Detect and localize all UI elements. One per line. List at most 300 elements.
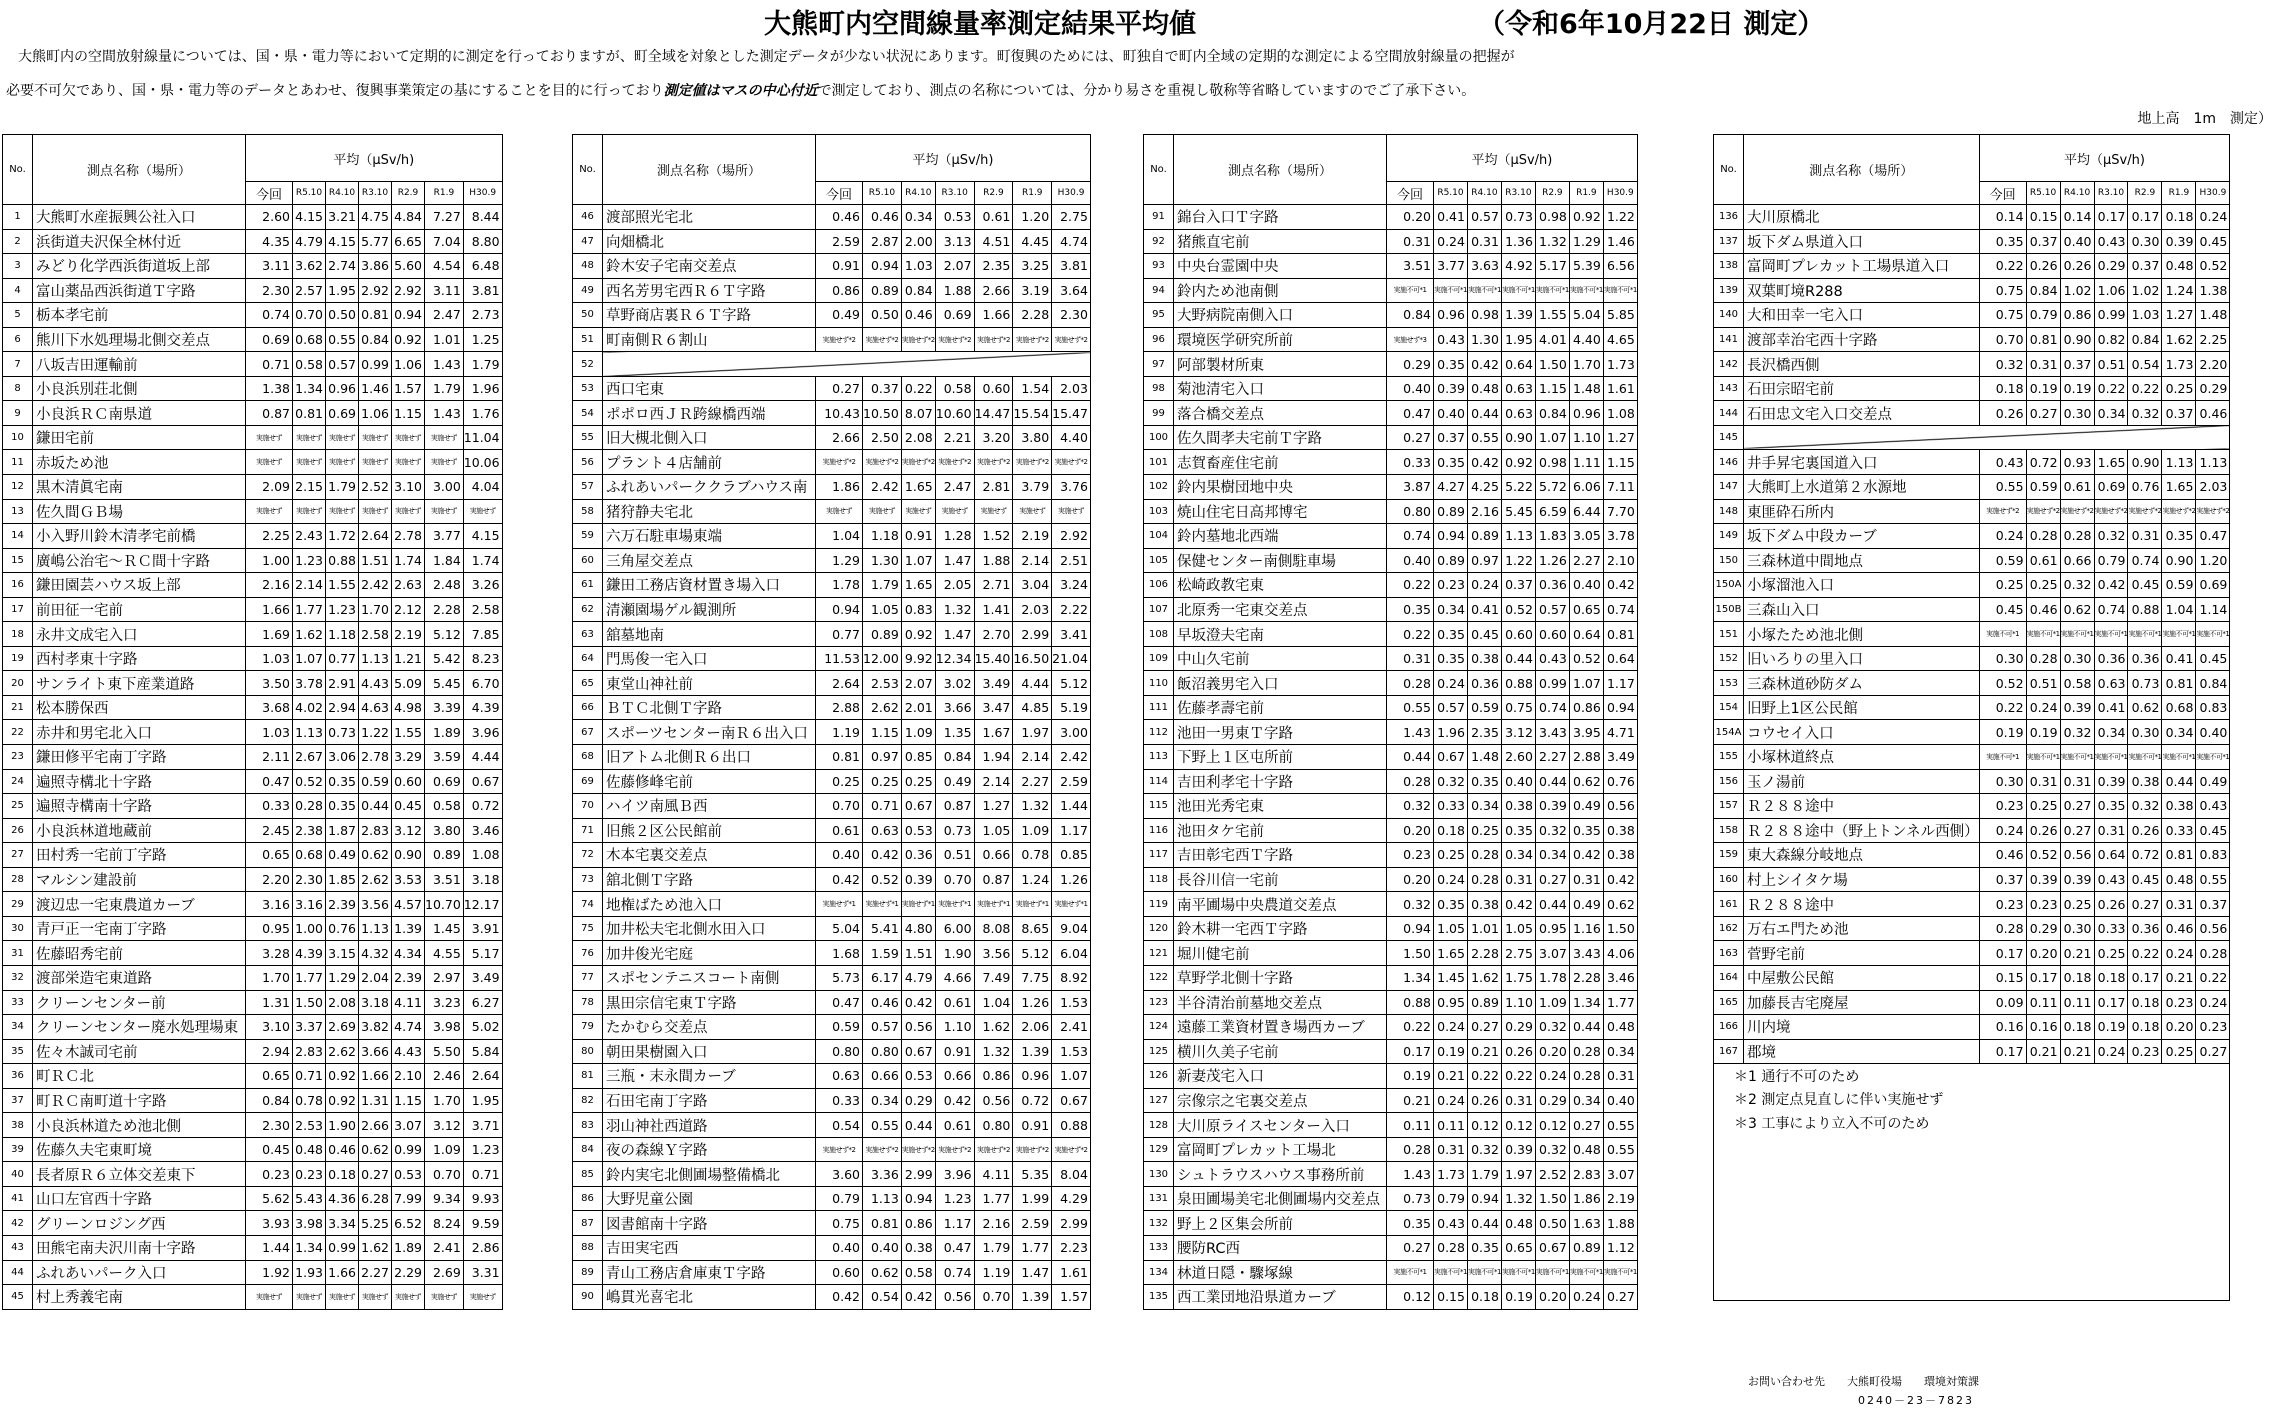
value-R2.9: 0.99: [1535, 671, 1569, 696]
value-H30.9: 0.56: [2196, 916, 2230, 941]
point-number: 138: [1714, 254, 1744, 279]
value-H30.9: 実施不可*1: [1603, 1260, 1637, 1285]
point-number: 56: [573, 450, 603, 475]
value-R1.9: 1.43: [425, 401, 464, 426]
point-number: 139: [1714, 278, 1744, 303]
value-R4.10: 1.48: [1467, 745, 1501, 770]
value-R1.9: 0.64: [1569, 622, 1603, 647]
value-current: 0.14: [1979, 205, 2026, 230]
value-R4.10: 0.27: [2060, 818, 2094, 843]
value-current: 0.29: [1387, 352, 1434, 377]
value-R1.9: 2.28: [425, 597, 464, 622]
value-R4.10: 0.11: [2060, 990, 2094, 1015]
value-R2.9: 2.81: [974, 475, 1013, 500]
point-number: 7: [3, 352, 33, 377]
value-current: 実施せず*2: [1979, 499, 2026, 524]
value-R3.10: 12.34: [935, 646, 974, 671]
point-name: 町南側Ｒ６割山: [603, 327, 816, 352]
table-row: [573, 1113, 1091, 1138]
point-number: 30: [3, 916, 33, 941]
point-name: 錦台入口Ｔ字路: [1174, 205, 1387, 230]
value-H30.9: 1.17: [1603, 671, 1637, 696]
height-note: 地上高 1m 測定）: [2137, 111, 2272, 127]
table-row: [573, 1162, 1091, 1187]
point-number: 165: [1714, 990, 1744, 1015]
value-R3.10: 10.60: [935, 401, 974, 426]
value-H30.9: 4.65: [1603, 327, 1637, 352]
value-R2.9: 0.87: [974, 867, 1013, 892]
value-R1.9: 1.77: [1013, 1235, 1052, 1260]
value-R5.10: 0.11: [2026, 990, 2060, 1015]
point-number: 125: [1144, 1039, 1174, 1064]
value-R3.10: 0.34: [2094, 401, 2128, 426]
point-name: 菅野宅前: [1744, 941, 1980, 966]
value-R5.10: 0.25: [2026, 573, 2060, 598]
table-row: [573, 695, 1091, 720]
value-R4.10: 実施不可*1: [2060, 745, 2094, 770]
table-row: [3, 573, 503, 598]
measurement-date: （令和6年10月22日 測定）: [1478, 9, 1825, 40]
table-row: [573, 794, 1091, 819]
table-row: [1714, 597, 2230, 622]
value-R5.10: 実施せず: [293, 1285, 326, 1310]
value-R3.10: 2.62: [359, 867, 392, 892]
value-R2.9: 2.78: [392, 524, 425, 549]
point-number: 151: [1714, 622, 1744, 647]
value-R3.10: 実施不可*1: [2094, 745, 2128, 770]
point-number: 40: [3, 1162, 33, 1187]
point-number: 153: [1714, 671, 1744, 696]
value-R1.9: 0.44: [1569, 1015, 1603, 1040]
point-number: 166: [1714, 1015, 1744, 1040]
value-R4.10: 実施せず: [901, 499, 935, 524]
table-row: [573, 425, 1091, 450]
value-current: 1.44: [246, 1235, 293, 1260]
value-R5.10: 0.46: [863, 990, 902, 1015]
value-R3.10: 1.05: [1501, 916, 1535, 941]
value-R1.9: 3.79: [1013, 475, 1052, 500]
value-R1.9: 1.24: [2162, 278, 2196, 303]
value-R4.10: 0.44: [901, 1113, 935, 1138]
value-current: 0.35: [1979, 229, 2026, 254]
value-R2.9: 2.29: [392, 1260, 425, 1285]
value-R2.9: 4.84: [392, 205, 425, 230]
value-R2.9: 0.80: [974, 1113, 1013, 1138]
point-name: シュトラウスハウス事務所前: [1174, 1162, 1387, 1187]
value-R1.9: 2.27: [1013, 769, 1052, 794]
table-row: [3, 475, 503, 500]
value-H30.9: 4.15: [463, 524, 502, 549]
value-R2.9: 0.98: [1535, 205, 1569, 230]
point-number: 126: [1144, 1064, 1174, 1089]
value-R2.9: 2.63: [392, 573, 425, 598]
value-R1.9: 0.81: [2162, 843, 2196, 868]
value-current: 0.22: [1387, 622, 1434, 647]
value-R5.10: 1.15: [863, 720, 902, 745]
value-R5.10: 0.11: [1434, 1113, 1468, 1138]
value-R4.10: 0.37: [2060, 352, 2094, 377]
value-R4.10: 1.79: [326, 475, 359, 500]
value-R4.10: 0.18: [1467, 1285, 1501, 1310]
point-number: 150A: [1714, 573, 1744, 598]
value-R4.10: 0.30: [2060, 646, 2094, 671]
point-number: 39: [3, 1137, 33, 1162]
point-number: 102: [1144, 475, 1174, 500]
point-number: 75: [573, 916, 603, 941]
value-current: 2.45: [246, 818, 293, 843]
point-number: 97: [1144, 352, 1174, 377]
point-number: 120: [1144, 916, 1174, 941]
point-name: 坂下ダム中段カーブ: [1744, 524, 1980, 549]
value-current: 1.29: [816, 548, 863, 573]
value-R2.9: 0.67: [1535, 1235, 1569, 1260]
value-R5.10: 12.00: [863, 646, 902, 671]
value-H30.9: 実施せず*2: [1052, 1137, 1091, 1162]
value-R1.9: 2.06: [1013, 1015, 1052, 1040]
value-R4.10: 0.96: [326, 376, 359, 401]
value-R5.10: 2.15: [293, 475, 326, 500]
value-H30.9: 0.76: [1603, 769, 1637, 794]
value-R3.10: 3.96: [935, 1162, 974, 1187]
point-number: 3: [3, 254, 33, 279]
value-R4.10: 0.76: [326, 916, 359, 941]
value-R4.10: 0.55: [1467, 425, 1501, 450]
value-R3.10: 2.92: [359, 278, 392, 303]
value-R5.10: 0.28: [2026, 524, 2060, 549]
value-R4.10: 0.92: [326, 1088, 359, 1113]
point-number: 144: [1714, 401, 1744, 426]
value-R1.9: 0.59: [2162, 573, 2196, 598]
value-R5.10: 0.96: [1434, 303, 1468, 328]
table-row: [1714, 548, 2230, 573]
value-R5.10: 0.61: [2026, 548, 2060, 573]
value-R1.9: 3.19: [1013, 278, 1052, 303]
point-number: 145: [1714, 425, 1744, 450]
value-R3.10: 0.31: [1501, 867, 1535, 892]
point-name: 旧野上1区公民館: [1744, 695, 1980, 720]
table-row: [573, 524, 1091, 549]
value-R1.9: 0.70: [425, 1162, 464, 1187]
table-row: [573, 254, 1091, 279]
table-row: [1144, 965, 1638, 990]
value-R1.9: 3.00: [425, 475, 464, 500]
value-current: 0.65: [246, 1064, 293, 1089]
value-R4.10: 0.86: [901, 1211, 935, 1236]
value-R1.9: 0.65: [1569, 597, 1603, 622]
table-row: [1714, 745, 2230, 770]
value-R2.9: 1.09: [1535, 990, 1569, 1015]
value-R5.10: 0.35: [1434, 450, 1468, 475]
value-R4.10: 0.85: [901, 745, 935, 770]
value-R1.9: 実施せず: [425, 450, 464, 475]
value-R1.9: 実施せず: [1013, 499, 1052, 524]
value-R5.10: 0.37: [2026, 229, 2060, 254]
point-name: ポポロ西ＪＲ跨線橋西端: [603, 401, 816, 426]
value-R4.10: 0.18: [2060, 1015, 2094, 1040]
value-R5.10: 0.27: [2026, 401, 2060, 426]
value-H30.9: 実施不可*1: [2196, 745, 2230, 770]
point-number: 52: [573, 352, 603, 377]
value-R1.9: 3.39: [425, 695, 464, 720]
table-row: [3, 843, 503, 868]
value-R1.9: 2.14: [1013, 745, 1052, 770]
value-R3.10: 3.86: [359, 254, 392, 279]
point-name: 焼山住宅日高邦博宅: [1174, 499, 1387, 524]
value-R3.10: 5.22: [1501, 475, 1535, 500]
point-name: 長谷川信一宅前: [1174, 867, 1387, 892]
point-number: 18: [3, 622, 33, 647]
value-R5.10: 4.39: [293, 941, 326, 966]
value-R4.10: 0.31: [2060, 769, 2094, 794]
value-R1.9: 0.89: [1569, 1235, 1603, 1260]
value-H30.9: 5.85: [1603, 303, 1637, 328]
table-row: [3, 916, 503, 941]
value-R1.9: 7.27: [425, 205, 464, 230]
value-R2.9: 2.71: [974, 573, 1013, 598]
value-R4.10: 0.30: [2060, 401, 2094, 426]
value-R5.10: 0.79: [1434, 1186, 1468, 1211]
point-name: 朝田果樹園入口: [603, 1039, 816, 1064]
value-R3.10: 0.36: [2094, 646, 2128, 671]
point-name: 旧熊２区公民館前: [603, 818, 816, 843]
value-R2.9: 0.88: [2128, 597, 2162, 622]
value-H30.9: 2.25: [2196, 327, 2230, 352]
value-R5.10: 0.62: [863, 1260, 902, 1285]
point-number: 27: [3, 843, 33, 868]
point-name: 赤坂ため池: [33, 450, 246, 475]
value-R3.10: 0.26: [1501, 1039, 1535, 1064]
point-name: コウセイ入口: [1744, 720, 1980, 745]
header-col-5: R1.9: [1013, 182, 1052, 205]
point-number: 90: [573, 1285, 603, 1310]
value-H30.9: 3.18: [463, 867, 502, 892]
value-H30.9: 1.23: [463, 1137, 502, 1162]
point-number: 11: [3, 450, 33, 475]
value-R3.10: 0.19: [1501, 1285, 1535, 1310]
value-R3.10: 3.56: [359, 892, 392, 917]
value-R2.9: 0.34: [1535, 843, 1569, 868]
value-R4.10: 2.16: [1467, 499, 1501, 524]
contact-phone: 0240－23－7823: [1858, 1394, 1974, 1407]
point-number: 112: [1144, 720, 1174, 745]
value-R5.10: 0.58: [293, 352, 326, 377]
point-number: 128: [1144, 1113, 1174, 1138]
point-name: スポーツセンター南Ｒ６出入口: [603, 720, 816, 745]
value-current: 0.32: [1387, 794, 1434, 819]
point-number: 34: [3, 1015, 33, 1040]
table-row: [1714, 573, 2230, 598]
value-R4.10: 0.39: [2060, 695, 2094, 720]
table-row: [1144, 597, 1638, 622]
value-current: 0.94: [1387, 916, 1434, 941]
value-R1.9: 2.88: [1569, 745, 1603, 770]
table-row: [573, 1137, 1091, 1162]
point-name: 舘北側Ｔ字路: [603, 867, 816, 892]
value-H30.9: 1.46: [1603, 229, 1637, 254]
header-name: 測点名称（場所）: [1744, 135, 1980, 205]
value-R4.10: 0.91: [901, 524, 935, 549]
point-name: 廣嶋公治宅～ＲＣ間十字路: [33, 548, 246, 573]
value-R5.10: 0.78: [293, 1088, 326, 1113]
note-row: [1714, 1111, 2230, 1135]
value-R2.9: 0.29: [1535, 1088, 1569, 1113]
value-R1.9: 1.13: [2162, 450, 2196, 475]
value-H30.9: 0.49: [2196, 769, 2230, 794]
point-name: 遍照寺構北十字路: [33, 769, 246, 794]
value-current: 1.00: [246, 548, 293, 573]
value-R2.9: 0.43: [1535, 646, 1569, 671]
header-col-5: R1.9: [2162, 182, 2196, 205]
value-R5.10: 0.24: [1434, 1088, 1468, 1113]
value-R3.10: 0.48: [1501, 1211, 1535, 1236]
table-row: [573, 1186, 1091, 1211]
value-R3.10: 5.25: [359, 1211, 392, 1236]
value-R1.9: 1.70: [425, 1088, 464, 1113]
value-R3.10: 0.39: [2094, 769, 2128, 794]
table-row: [1714, 990, 2230, 1015]
value-R3.10: 0.29: [1501, 1015, 1535, 1040]
value-R4.10: 0.58: [901, 1260, 935, 1285]
table-row: [1714, 867, 2230, 892]
value-R4.10: 2.28: [1467, 941, 1501, 966]
value-R2.9: 0.66: [974, 843, 1013, 868]
value-H30.9: 0.69: [2196, 573, 2230, 598]
value-R4.10: 0.22: [1467, 1064, 1501, 1089]
value-R3.10: 4.66: [935, 965, 974, 990]
point-name: マルシン建設前: [33, 867, 246, 892]
point-number: 5: [3, 303, 33, 328]
point-name: 町ＲＣ北: [33, 1064, 246, 1089]
value-current: 5.73: [816, 965, 863, 990]
value-R1.9: 1.79: [425, 376, 464, 401]
value-R1.9: 1.01: [425, 327, 464, 352]
value-current: 0.70: [1979, 327, 2026, 352]
table-row: [3, 745, 503, 770]
value-current: 0.71: [246, 352, 293, 377]
point-number: 60: [573, 548, 603, 573]
value-R5.10: 3.78: [293, 671, 326, 696]
value-R1.9: 0.24: [1569, 1285, 1603, 1310]
value-R1.9: 1.99: [1013, 1186, 1052, 1211]
value-R2.9: 実施せず: [392, 425, 425, 450]
point-name: 八坂吉田運輸前: [33, 352, 246, 377]
value-H30.9: 0.42: [1603, 867, 1637, 892]
value-R2.9: 0.44: [1535, 892, 1569, 917]
value-R2.9: 5.09: [392, 671, 425, 696]
header-col-1: R5.10: [1434, 182, 1468, 205]
value-R2.9: 0.12: [1535, 1113, 1569, 1138]
header-col-0: 今回: [246, 182, 293, 205]
value-R5.10: 0.21: [1434, 1064, 1468, 1089]
header-col-6: H30.9: [1052, 182, 1091, 205]
value-R1.9: 1.07: [1569, 671, 1603, 696]
value-H30.9: 6.70: [463, 671, 502, 696]
value-H30.9: 3.46: [463, 818, 502, 843]
point-number: 93: [1144, 254, 1174, 279]
value-R1.9: 0.49: [1569, 892, 1603, 917]
value-R1.9: 2.28: [1013, 303, 1052, 328]
value-R5.10: 0.16: [2026, 1015, 2060, 1040]
value-R2.9: 15.40: [974, 646, 1013, 671]
point-name: 図書館南十字路: [603, 1211, 816, 1236]
value-R5.10: 0.79: [2026, 303, 2060, 328]
value-current: 0.52: [1979, 671, 2026, 696]
value-H30.9: 1.26: [1052, 867, 1091, 892]
value-R4.10: 0.36: [1467, 671, 1501, 696]
value-current: 0.55: [1979, 475, 2026, 500]
point-name: 落合橋交差点: [1174, 401, 1387, 426]
value-R3.10: 2.58: [359, 622, 392, 647]
value-R2.9: 0.32: [2128, 794, 2162, 819]
value-R4.10: 0.19: [2060, 376, 2094, 401]
value-R2.9: 0.86: [974, 1064, 1013, 1089]
value-current: 0.40: [816, 843, 863, 868]
value-R2.9: 実施せず*2: [974, 1137, 1013, 1162]
point-number: 105: [1144, 548, 1174, 573]
table-row: [3, 278, 503, 303]
value-R1.9: 8.65: [1013, 916, 1052, 941]
value-R4.10: 2.08: [326, 990, 359, 1015]
value-R1.9: 2.97: [425, 965, 464, 990]
value-H30.9: 1.17: [1052, 818, 1091, 843]
table-row: [3, 867, 503, 892]
point-name: 佐藤昭秀宅前: [33, 941, 246, 966]
value-R4.10: 9.92: [901, 646, 935, 671]
value-R5.10: 実施せず: [293, 450, 326, 475]
value-R4.10: 0.94: [901, 1186, 935, 1211]
value-R5.10: 0.89: [863, 622, 902, 647]
value-current: 0.31: [1387, 229, 1434, 254]
point-number: 23: [3, 745, 33, 770]
value-R3.10: 0.18: [2094, 965, 2128, 990]
value-R3.10: 3.13: [935, 229, 974, 254]
value-R4.10: 2.07: [901, 671, 935, 696]
value-R5.10: 0.15: [1434, 1285, 1468, 1310]
point-name: 保健センター南側駐車場: [1174, 548, 1387, 573]
value-H30.9: 5.19: [1052, 695, 1091, 720]
value-R2.9: 1.74: [392, 548, 425, 573]
point-name: 青山工務店倉庫東Ｔ字路: [603, 1260, 816, 1285]
point-number: 6: [3, 327, 33, 352]
point-name: 松崎政教宅東: [1174, 573, 1387, 598]
table-row: [3, 499, 503, 524]
value-R3.10: 実施不可*1: [2094, 622, 2128, 647]
value-current: 実施不可*1: [1979, 622, 2026, 647]
value-H30.9: 0.48: [1603, 1015, 1637, 1040]
point-number: 20: [3, 671, 33, 696]
value-R1.9: 0.34: [2162, 720, 2196, 745]
value-R2.9: 0.23: [2128, 1039, 2162, 1064]
value-R1.9: 0.27: [1569, 1113, 1603, 1138]
point-name: 大野児童公園: [603, 1186, 816, 1211]
value-R3.10: 実施せず: [935, 499, 974, 524]
table-row: [3, 1162, 503, 1187]
empty-cell: [1714, 1135, 2230, 1159]
value-R3.10: 2.27: [359, 1260, 392, 1285]
value-R4.10: 0.27: [1467, 1015, 1501, 1040]
value-R3.10: 0.63: [2094, 671, 2128, 696]
value-R5.10: 0.71: [293, 1064, 326, 1089]
value-H30.9: 1.14: [2196, 597, 2230, 622]
point-number: 65: [573, 671, 603, 696]
header-col-6: H30.9: [2196, 182, 2230, 205]
value-R4.10: 0.61: [2060, 475, 2094, 500]
value-R1.9: 1.43: [425, 352, 464, 377]
value-R5.10: 0.15: [2026, 205, 2060, 230]
value-R5.10: 1.96: [1434, 720, 1468, 745]
point-name: ふれあいパーククラブハウス南: [603, 475, 816, 500]
value-R4.10: 0.44: [1467, 401, 1501, 426]
